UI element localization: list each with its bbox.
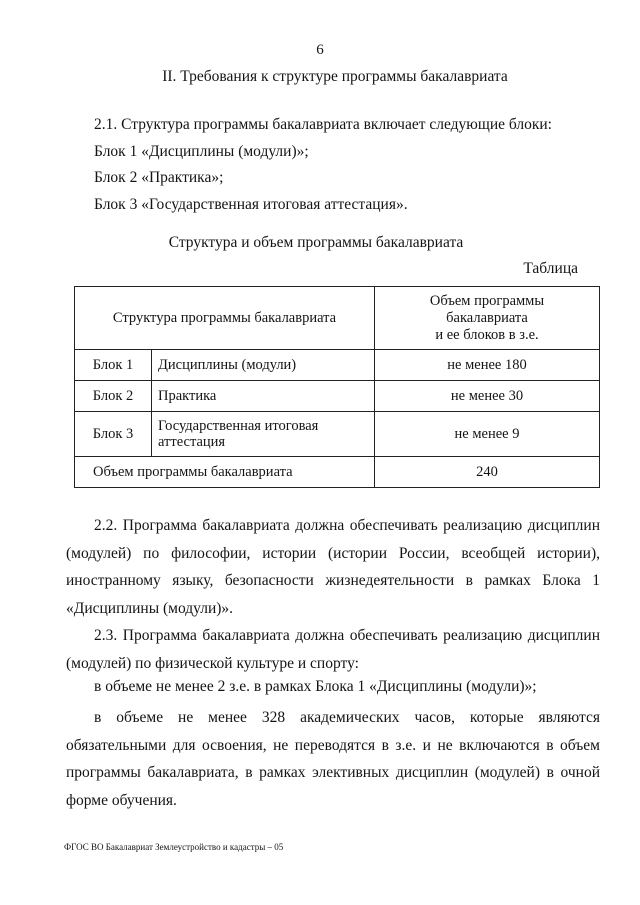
block-value-cell: не менее 9 bbox=[375, 412, 600, 457]
block-name-cell: Дисциплины (модули) bbox=[152, 350, 375, 381]
table-row bbox=[75, 350, 600, 381]
header-volume-line: бакалавриата bbox=[446, 309, 528, 326]
table-row bbox=[75, 412, 600, 457]
paragraph-line: иностранному языку, безопасности жизнедеятельности в рамках Блока 1 bbox=[66, 572, 600, 589]
paragraph-line: (модулей) по физической культуре и спорту: bbox=[66, 654, 359, 672]
paragraph-2-3 bbox=[66, 622, 600, 677]
header-volume-line: и ее блоков в з.е. bbox=[435, 326, 539, 343]
total-label-cell: Объем программы бакалавриата bbox=[75, 457, 375, 488]
table-total-row bbox=[75, 457, 600, 488]
paragraph-line: в объеме не менее 328 академических часов, которые являются bbox=[94, 709, 600, 726]
intro-block-3: Блок 3 «Государственная итоговая аттестация». bbox=[94, 196, 408, 213]
table-label: Таблица bbox=[523, 260, 578, 277]
block-name-cell: Государственная итоговая аттестация bbox=[152, 412, 375, 457]
page-number: 6 bbox=[316, 42, 324, 58]
block-cell: Блок 2 bbox=[75, 381, 152, 412]
block-name-cell: Практика bbox=[152, 381, 375, 412]
paragraph-line: обязательными для освоения, не переводятся в з.е. и не включаются в объем bbox=[66, 736, 600, 754]
block-cell: Блок 3 bbox=[75, 412, 152, 457]
total-value-cell: 240 bbox=[375, 457, 600, 488]
paragraph-line: форме обучения. bbox=[66, 791, 177, 809]
paragraph-line: «Дисциплины (модули)». bbox=[66, 599, 234, 617]
header-structure: Структура программы бакалавриата bbox=[75, 287, 375, 350]
section-title: II. Требования к структуре программы бакалавриата bbox=[162, 68, 508, 85]
block-value-cell: не менее 180 bbox=[375, 350, 600, 381]
header-volume bbox=[375, 287, 600, 350]
program-structure-table bbox=[74, 286, 600, 488]
intro-block-2: Блок 2 «Практика»; bbox=[94, 169, 224, 186]
intro-block-1: Блок 1 «Дисциплины (модули)»; bbox=[94, 143, 309, 160]
paragraph-2-2 bbox=[66, 512, 600, 622]
block-value-cell: не менее 30 bbox=[375, 381, 600, 412]
paragraph-2-3-b bbox=[66, 704, 600, 814]
table-caption: Структура и объем программы бакалавриата bbox=[168, 234, 464, 251]
paragraph-line: (модулей) по философии, истории (истории России, всеобщей истории), bbox=[66, 544, 600, 562]
paragraph-line: 2.3. Программа бакалавриата должна обеспечивать реализацию дисциплин bbox=[94, 627, 600, 644]
paragraph-2-3-a: в объеме не менее 2 з.е. в рамках Блока 1 «Дисциплины (модули)»; bbox=[94, 678, 537, 695]
paragraph-line: программы бакалавриата, в рамках элективных дисциплин (модулей) в очной bbox=[66, 764, 600, 781]
footer-note: ФГОС ВО Бакалавриат Землеустройство и кадастры – 05 bbox=[64, 842, 284, 852]
table-row bbox=[75, 381, 600, 412]
paragraph-line: 2.2. Программа бакалавриата должна обеспечивать реализацию дисциплин bbox=[94, 517, 600, 534]
header-volume-line: Объем программы bbox=[429, 292, 545, 309]
table-header-row bbox=[75, 287, 600, 350]
intro-paragraph: 2.1. Структура программы бакалавриата включает следующие блоки: bbox=[94, 116, 552, 133]
block-cell: Блок 1 bbox=[75, 350, 152, 381]
